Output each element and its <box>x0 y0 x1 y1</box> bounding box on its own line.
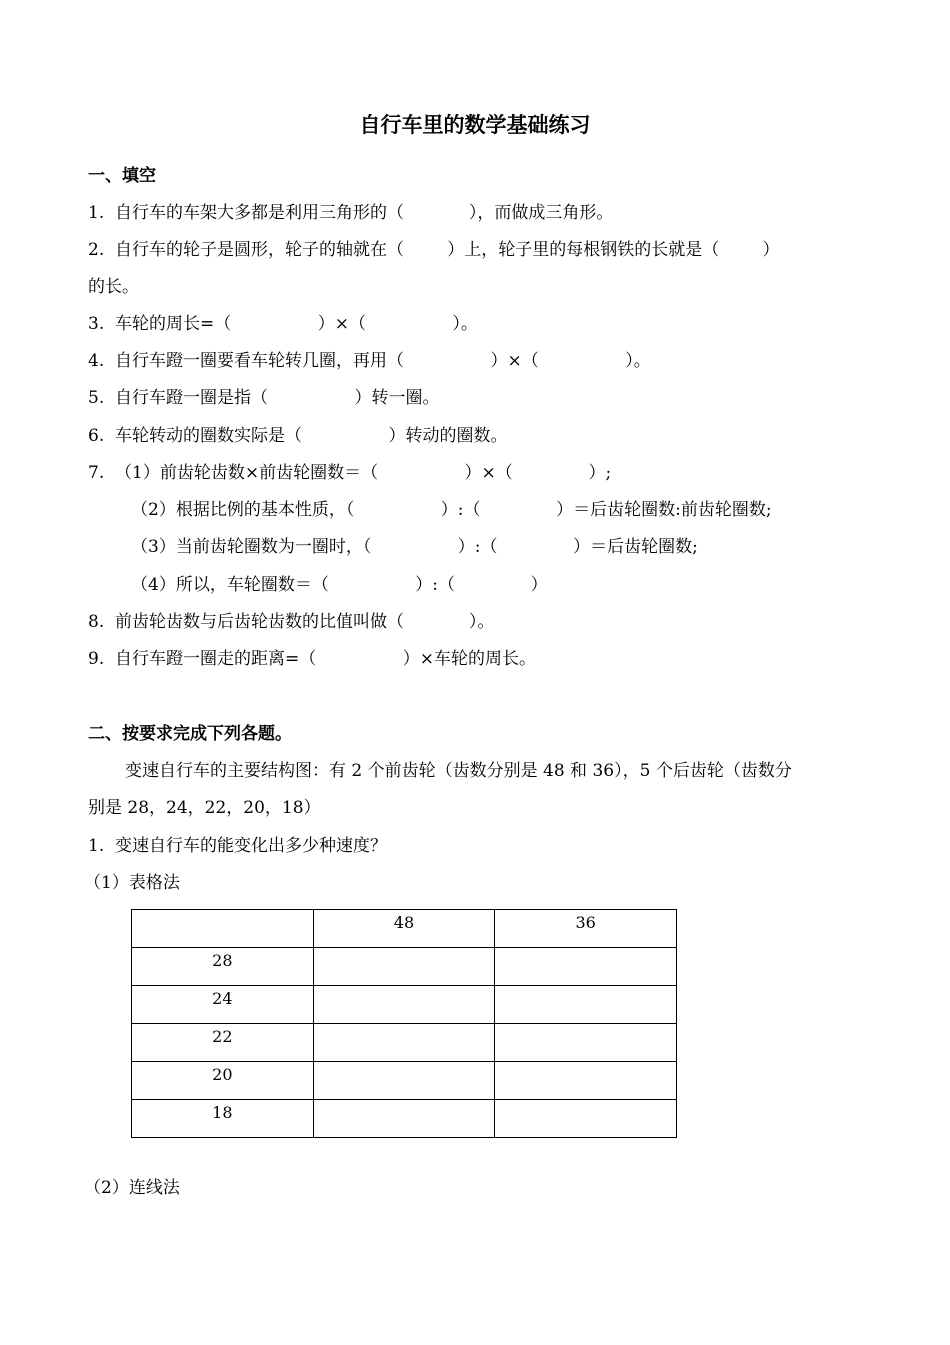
table-row-label: 18 <box>132 1100 314 1138</box>
table-answer-cell[interactable] <box>495 948 677 986</box>
table-row <box>132 1024 677 1062</box>
question-1: 1. 自行车的车架大多都是利用三角形的（ ），而做成三角形。 <box>88 203 614 223</box>
table-answer-cell[interactable] <box>313 986 495 1024</box>
table-answer-cell[interactable] <box>495 986 677 1024</box>
table-row-label: 24 <box>132 986 314 1024</box>
question-2: 2. 自行车的轮子是圆形，轮子的轴就在（ ）上，轮子里的每根钢铁的长就是（ ） <box>88 240 780 260</box>
table-answer-cell[interactable] <box>313 1100 495 1138</box>
section-2-intro-continued: 别是 28，24，22，20，18） <box>88 798 321 818</box>
page-title: 自行车里的数学基础练习 <box>359 113 591 137</box>
section-2-question-1: 1. 变速自行车的能变化出多少种速度？ <box>88 836 388 856</box>
table-header-cell: 48 <box>313 910 495 948</box>
table-header-row <box>132 910 677 948</box>
gear-combination-table <box>131 909 677 1138</box>
question-6: 6. 车轮转动的圈数实际是（ ）转动的圈数。 <box>88 426 508 446</box>
question-8: 8. 前齿轮齿数与后齿轮齿数的比值叫做（ ）。 <box>88 612 495 632</box>
question-4: 4. 自行车蹬一圈要看车轮转几圈，再用（ ）×（ ）。 <box>88 351 651 371</box>
section-2-heading: 二、按要求完成下列各题。 <box>88 724 292 744</box>
question-3: 3. 车轮的周长=（ ）×（ ）。 <box>88 314 478 334</box>
table-row <box>132 948 677 986</box>
method-table-label: （1）表格法 <box>84 873 180 893</box>
section-2-intro: 变速自行车的主要结构图：有 2 个前齿轮（齿数分别是 48 和 36），5 个后齿轮（齿数分 <box>125 761 792 781</box>
question-2-continued: 的长。 <box>88 277 139 297</box>
table-row <box>132 1100 677 1138</box>
question-7-part-3: （3）当前齿轮圈数为一圈时，（ ）:（ ）＝后齿轮圈数; <box>131 537 698 557</box>
table-answer-cell[interactable] <box>495 1024 677 1062</box>
question-9: 9. 自行车蹬一圈走的距离=（ ）×车轮的周长。 <box>88 649 536 669</box>
table-row-label: 22 <box>132 1024 314 1062</box>
table-row <box>132 986 677 1024</box>
table-row <box>132 1062 677 1100</box>
table-answer-cell[interactable] <box>313 948 495 986</box>
table-answer-cell[interactable] <box>495 1062 677 1100</box>
question-7-part-1: 7. （1）前齿轮齿数×前齿轮圈数＝（ ）×（ ）; <box>88 463 612 483</box>
table-corner-cell <box>132 910 314 948</box>
question-7-part-4: （4）所以，车轮圈数＝（ ）:（ ） <box>131 575 548 595</box>
table-answer-cell[interactable] <box>313 1024 495 1062</box>
table-answer-cell[interactable] <box>495 1100 677 1138</box>
table-row-label: 20 <box>132 1062 314 1100</box>
section-1-heading: 一、填空 <box>88 166 156 186</box>
table-answer-cell[interactable] <box>313 1062 495 1100</box>
table-header-cell: 36 <box>495 910 677 948</box>
question-7-part-2: （2）根据比例的基本性质，（ ）:（ ）＝后齿轮圈数:前齿轮圈数; <box>131 500 772 520</box>
method-line-label: （2）连线法 <box>84 1178 180 1198</box>
question-5: 5. 自行车蹬一圈是指（ ）转一圈。 <box>88 388 440 408</box>
table-row-label: 28 <box>132 948 314 986</box>
